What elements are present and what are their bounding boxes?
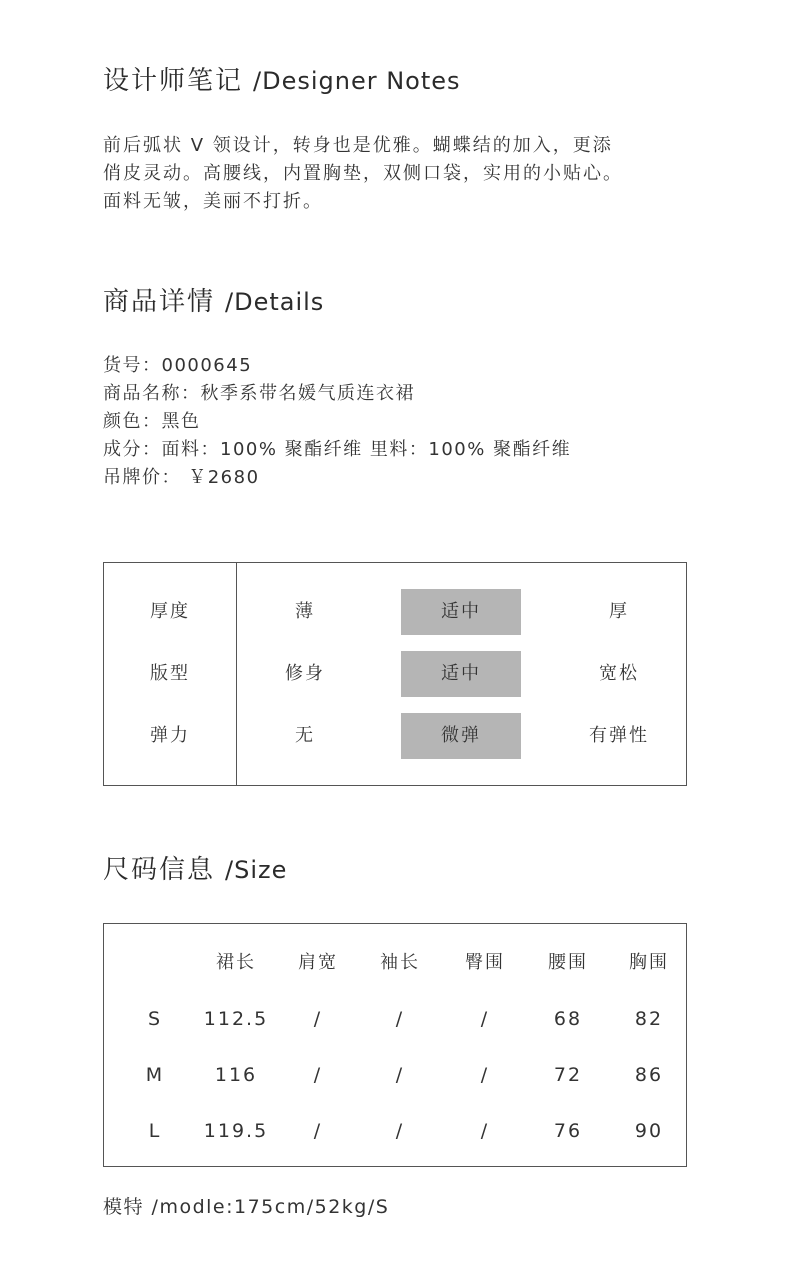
size-cell: / [313, 1120, 323, 1142]
size-row-label: M [145, 1064, 165, 1086]
size-cell: 86 [634, 1064, 664, 1086]
size-table [103, 923, 687, 1167]
size-title-cn: 尺码信息 [103, 855, 216, 885]
attribute-table-divider [236, 563, 237, 785]
size-cell: / [480, 1008, 490, 1030]
size-header-bust: 胸围 [629, 952, 669, 973]
size-cell: 119.5 [203, 1120, 269, 1142]
designer-notes-line: 俏皮灵动。高腰线，内置胸垫，双侧口袋，实用的小贴心。 [103, 163, 623, 184]
designer-notes-line: 前后弧状 V 领设计，转身也是优雅。蝴蝶结的加入，更添 [103, 135, 613, 156]
attribute-option-selected: 适中 [401, 589, 521, 635]
size-title [103, 849, 287, 886]
attribute-option: 薄 [295, 601, 315, 622]
size-cell: / [313, 1008, 323, 1030]
designer-notes-title-en: /Designer Notes [253, 67, 461, 95]
size-header-sleeve: 袖长 [380, 952, 420, 973]
detail-item-name: 商品名称：秋季系带名媛气质连衣裙 [103, 383, 415, 404]
size-header-length: 裙长 [216, 952, 256, 973]
size-cell: 68 [553, 1008, 583, 1030]
attribute-label-thickness: 厚度 [150, 601, 190, 622]
size-cell: / [395, 1120, 405, 1142]
details-title-en: /Details [225, 288, 325, 316]
model-note: 模特 /modle:175cm/52kg/S [103, 1196, 390, 1218]
designer-notes-line: 面料无皱，美丽不打折。 [103, 191, 323, 212]
attribute-label-elasticity: 弹力 [150, 725, 190, 746]
size-cell: 112.5 [203, 1008, 269, 1030]
designer-notes-body [103, 132, 623, 216]
detail-item-color: 颜色：黑色 [103, 411, 201, 432]
detail-item-number: 货号：0000645 [103, 355, 253, 376]
details-title [103, 281, 324, 318]
details-list [103, 352, 571, 492]
designer-notes-title [103, 60, 461, 97]
size-header-waist: 腰围 [548, 952, 588, 973]
detail-item-composition: 成分：面料：100% 聚酯纤维 里料：100% 聚酯纤维 [103, 439, 572, 460]
size-cell: / [313, 1064, 323, 1086]
size-row-label: S [147, 1008, 163, 1030]
size-cell: 76 [553, 1120, 583, 1142]
size-cell: / [395, 1008, 405, 1030]
size-cell: / [395, 1064, 405, 1086]
attribute-table [103, 562, 687, 786]
designer-notes-title-cn: 设计师笔记 [103, 66, 244, 96]
attribute-option: 有弹性 [589, 725, 649, 746]
size-cell: / [480, 1120, 490, 1142]
size-cell: 116 [214, 1064, 258, 1086]
attribute-option: 厚 [609, 601, 629, 622]
attribute-label-fit: 版型 [150, 663, 190, 684]
attribute-option: 修身 [285, 663, 325, 684]
size-header-shoulder: 肩宽 [298, 952, 338, 973]
attribute-option-selected: 适中 [401, 651, 521, 697]
details-title-cn: 商品详情 [103, 287, 216, 317]
attribute-option-selected: 微弹 [401, 713, 521, 759]
size-cell: 82 [634, 1008, 664, 1030]
size-title-en: /Size [225, 856, 288, 884]
size-cell: / [480, 1064, 490, 1086]
attribute-option: 无 [295, 725, 315, 746]
detail-item-price: 吊牌价： ￥2680 [103, 467, 260, 488]
size-cell: 72 [553, 1064, 583, 1086]
size-cell: 90 [634, 1120, 664, 1142]
size-row-label: L [148, 1120, 162, 1142]
size-header-hip: 臀围 [465, 952, 505, 973]
attribute-option: 宽松 [599, 663, 639, 684]
